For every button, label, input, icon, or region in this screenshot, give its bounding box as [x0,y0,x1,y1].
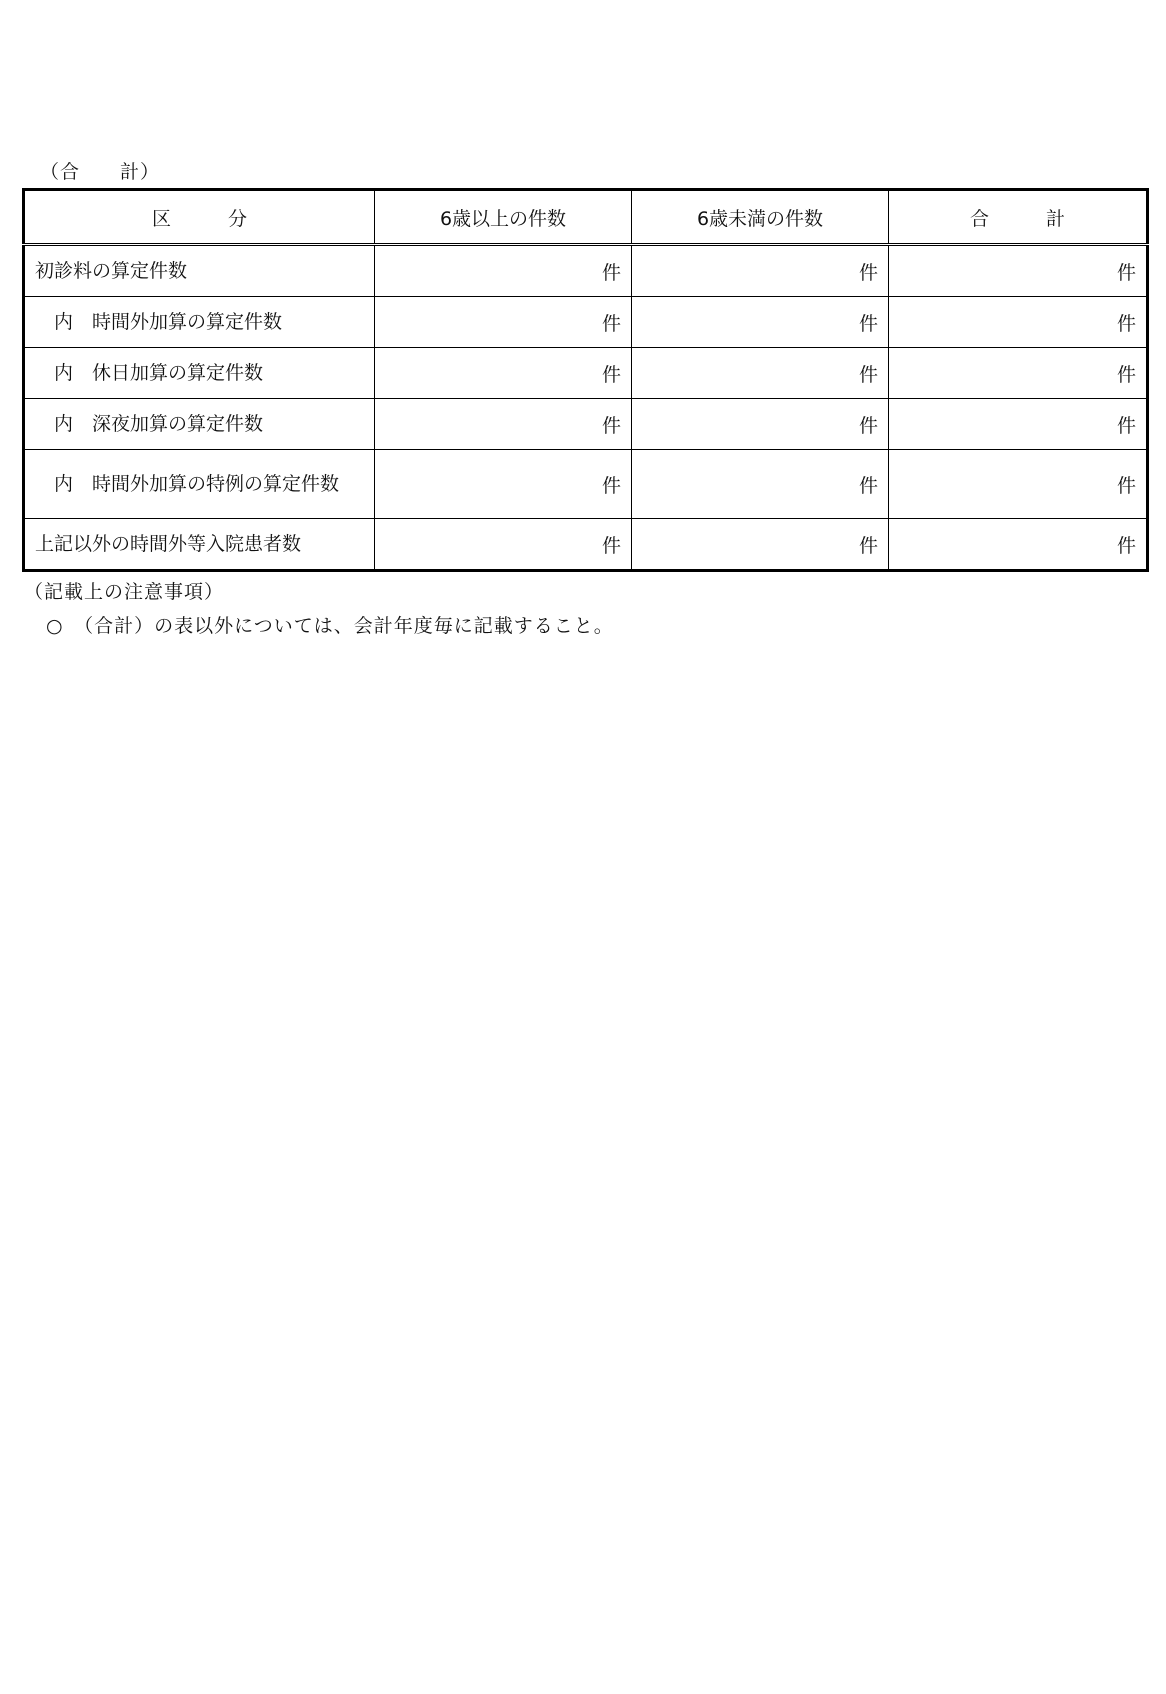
table-row [24,519,1148,571]
cell-total: 件 [889,399,1148,450]
cell-age-6-and-over: 件 [375,450,632,519]
row-label: 上記以外の時間外等入院患者数 [24,519,375,571]
cell-age-6-and-over: 件 [375,245,632,297]
row-label: 内 休日加算の算定件数 [24,348,375,399]
cell-age-6-and-over: 件 [375,399,632,450]
cell-age-6-and-over: 件 [375,297,632,348]
note-item: ○ （合計）の表以外については、会計年度毎に記載すること。 [46,615,614,637]
table-row [24,297,1148,348]
table-row [24,245,1148,297]
header-age-6-and-over: 6歳以上の件数 [375,190,632,245]
cell-under-age-6: 件 [632,399,889,450]
cell-under-age-6: 件 [632,519,889,571]
table-header-row [24,190,1148,245]
row-label: 内 深夜加算の算定件数 [24,399,375,450]
table-row [24,450,1148,519]
row-label: 内 時間外加算の算定件数 [24,297,375,348]
summary-table [22,188,1149,572]
header-under-age-6: 6歳未満の件数 [632,190,889,245]
cell-total: 件 [889,297,1148,348]
cell-under-age-6: 件 [632,245,889,297]
cell-under-age-6: 件 [632,297,889,348]
notes-title: （記載上の注意事項） [24,581,225,603]
row-label: 初診料の算定件数 [24,245,375,297]
cell-under-age-6: 件 [632,450,889,519]
cell-total: 件 [889,450,1148,519]
cell-age-6-and-over: 件 [375,519,632,571]
row-label: 内 時間外加算の特例の算定件数 [24,450,375,519]
cell-age-6-and-over: 件 [375,348,632,399]
table-row [24,399,1148,450]
header-category: 区 分 [24,190,375,245]
header-total: 合 計 [889,190,1148,245]
cell-under-age-6: 件 [632,348,889,399]
table-row [24,348,1148,399]
section-title: （合 計） [40,161,161,183]
cell-total: 件 [889,348,1148,399]
cell-total: 件 [889,245,1148,297]
cell-total: 件 [889,519,1148,571]
